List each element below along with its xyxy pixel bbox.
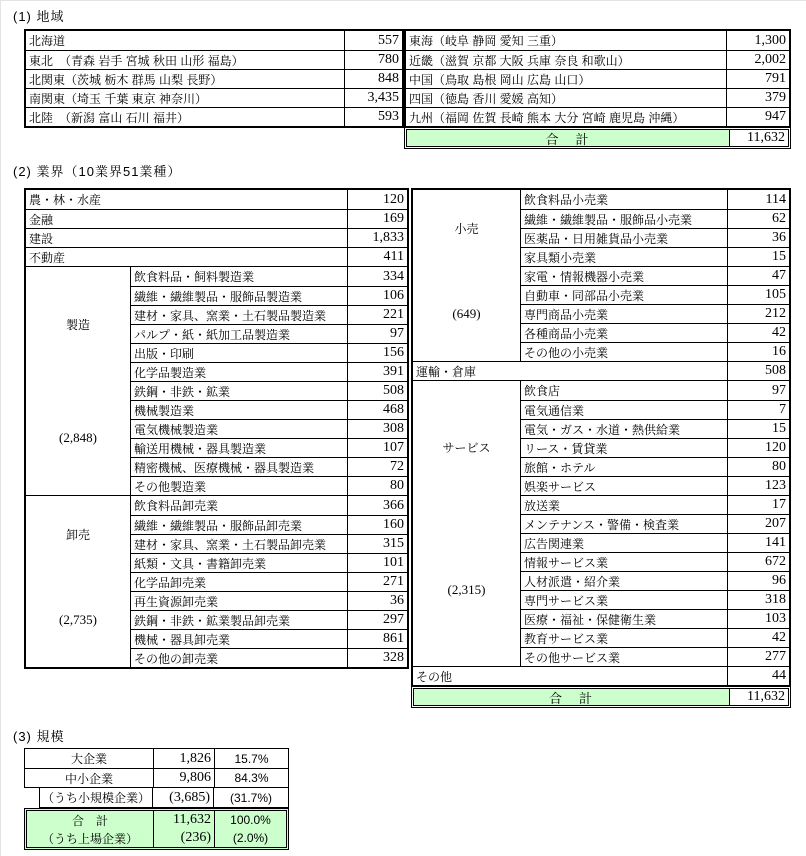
industry-sub-row bbox=[521, 228, 789, 247]
region-total-value: 11,632 bbox=[729, 130, 788, 146]
industry-sub-row bbox=[521, 571, 789, 590]
group-count: (649) bbox=[452, 305, 481, 321]
industry-sub-row bbox=[521, 400, 789, 419]
region-name-cell: 南関東（埼玉 千葉 東京 神奈川） bbox=[29, 91, 208, 106]
industry-count-cell: 80 bbox=[727, 458, 789, 476]
scale-total-value-cell bbox=[153, 811, 214, 847]
industry-name-cell: 建設 bbox=[29, 231, 54, 246]
listed-percent: (2.0%) bbox=[232, 831, 269, 845]
industry-sub-row bbox=[521, 247, 789, 266]
region-count-cell: 3,435 bbox=[344, 89, 402, 107]
industry-sub-row bbox=[131, 476, 407, 495]
industry-row bbox=[26, 209, 407, 228]
industry-name-cell: 鉄鋼・非鉄・鉱業製品卸売業 bbox=[134, 613, 291, 628]
region-count-cell: 2,002 bbox=[726, 51, 789, 69]
industry-group-manufacturing bbox=[26, 266, 407, 495]
total-value: 11,632 bbox=[173, 812, 211, 827]
region-name-cell: 東海（岐阜 静岡 愛知 三重） bbox=[409, 34, 564, 48]
industry-sub-row bbox=[521, 533, 789, 552]
industry-name-cell: 再生資源卸売業 bbox=[134, 594, 219, 609]
scale-total-label-cell bbox=[27, 811, 153, 847]
industry-name-cell: 自動車・同部品小売業 bbox=[524, 288, 645, 303]
industry-sub-row bbox=[131, 534, 407, 553]
industry-name-cell: 飲食料品・飼料製造業 bbox=[134, 270, 255, 284]
industry-name-cell: 専門商品小売業 bbox=[524, 307, 609, 322]
industry-name-cell: 家電・情報機器小売業 bbox=[524, 269, 645, 284]
group-name: サービス bbox=[442, 441, 491, 455]
group-count: (2,315) bbox=[447, 582, 486, 597]
group-header-cell bbox=[413, 381, 521, 666]
industry-name-cell: 電気・ガス・水道・熱供給業 bbox=[524, 422, 681, 437]
industry-count-cell: 508 bbox=[727, 362, 789, 380]
region-name-cell: 近畿（滋賀 京都 大阪 兵庫 奈良 和歌山） bbox=[409, 53, 630, 68]
industry-name-cell: 電気機械製造業 bbox=[134, 422, 219, 437]
industry-count-cell: 105 bbox=[727, 286, 789, 304]
region-count-cell: 379 bbox=[726, 89, 789, 107]
industry-sub-row bbox=[131, 648, 407, 667]
industry-count-cell: 7 bbox=[727, 401, 789, 419]
industry-sub-row bbox=[131, 515, 407, 534]
region-row bbox=[26, 107, 402, 126]
industry-count-cell: 42 bbox=[727, 629, 789, 647]
industry-name-cell: 建材・家具、窯業・土石製品製造業 bbox=[134, 308, 327, 323]
industry-sub-row bbox=[131, 438, 407, 457]
industry-name-cell: 機械・器具卸売業 bbox=[134, 632, 231, 647]
industry-sub-row bbox=[521, 190, 789, 209]
industry-row bbox=[26, 228, 407, 247]
industry-sub-row bbox=[131, 629, 407, 648]
region-count-cell: 947 bbox=[726, 108, 789, 126]
industry-name-cell: 各種商品小売業 bbox=[524, 326, 609, 341]
region-name-cell: 四国（徳島 香川 愛媛 高知） bbox=[409, 91, 564, 106]
industry-count-cell: 36 bbox=[727, 229, 789, 247]
region-row bbox=[26, 50, 402, 69]
listed-label: （うち上場企業） bbox=[41, 831, 138, 846]
industry-count-cell: 62 bbox=[727, 210, 789, 228]
region-table-right bbox=[404, 29, 791, 149]
industry-table-left bbox=[24, 188, 409, 669]
industry-count-cell: 411 bbox=[347, 248, 407, 266]
total-percent: 100.0% bbox=[230, 813, 271, 827]
industry-simple-rows bbox=[26, 190, 407, 266]
industry-count-cell: 297 bbox=[347, 611, 407, 629]
region-row bbox=[406, 69, 789, 88]
industry-sub-row bbox=[521, 495, 789, 514]
industry-count-cell: 106 bbox=[347, 287, 407, 305]
scale-table bbox=[24, 748, 289, 850]
industry-count-cell: 141 bbox=[727, 534, 789, 552]
industry-name-cell: 繊維・繊維製品・服飾品卸売業 bbox=[134, 518, 303, 533]
industry-name-cell: 繊維・繊維製品・服飾品製造業 bbox=[134, 289, 303, 304]
region-name-cell: 北陸 （新潟 富山 石川 福井） bbox=[29, 110, 190, 125]
industry-count-cell: 468 bbox=[347, 401, 407, 419]
region-name-cell: 北海道 bbox=[29, 34, 66, 48]
industry-sub-row bbox=[131, 324, 407, 343]
industry-sub-row bbox=[521, 647, 789, 666]
region-count-cell: 593 bbox=[344, 108, 402, 126]
industry-name-cell: 精密機械、医療機械・器具製造業 bbox=[134, 460, 315, 475]
industry-count-cell: 103 bbox=[727, 610, 789, 628]
industry-sub-row bbox=[521, 552, 789, 571]
industry-count-cell: 328 bbox=[347, 649, 407, 667]
group-count: (2,735) bbox=[59, 611, 97, 627]
region-table-left bbox=[24, 29, 404, 128]
scale-main-rows bbox=[24, 748, 289, 788]
industry-sub-row bbox=[521, 266, 789, 285]
industry-name-cell: その他の卸売業 bbox=[134, 651, 219, 666]
industry-sub-row bbox=[131, 305, 407, 324]
industry-sub-row bbox=[521, 514, 789, 533]
industry-name-cell: 運輸・倉庫 bbox=[416, 364, 477, 379]
industry-total-label: 合 計 bbox=[414, 689, 729, 705]
scale-label-cell: （うち小規模企業） bbox=[41, 791, 150, 805]
industry-name-cell: 出版・印刷 bbox=[134, 346, 195, 361]
scale-value-cell: 1,826 bbox=[153, 749, 214, 768]
industry-count-cell: 271 bbox=[347, 573, 407, 591]
industry-table-right bbox=[411, 188, 791, 708]
section-scale-title: (3) 規模 bbox=[13, 729, 65, 744]
group-count: (2,848) bbox=[59, 430, 97, 445]
scale-total-row bbox=[24, 808, 289, 850]
industry-sub-row bbox=[131, 610, 407, 629]
industry-count-cell: 315 bbox=[347, 535, 407, 553]
group-name: 小売 bbox=[454, 221, 479, 236]
industry-name-cell: 旅館・ホテル bbox=[524, 460, 596, 475]
region-name-cell: 北関東（茨城 栃木 群馬 山梨 長野） bbox=[29, 72, 223, 87]
industry-name-cell: 化学品製造業 bbox=[134, 365, 207, 380]
group-header-cell bbox=[26, 496, 131, 667]
industry-name-cell: 機械製造業 bbox=[134, 403, 195, 418]
industry-name-cell: その他 bbox=[416, 669, 453, 684]
industry-name-cell: 教育サービス業 bbox=[524, 631, 609, 646]
scale-value-cell: (3,685) bbox=[152, 788, 213, 807]
industry-count-cell: 96 bbox=[727, 572, 789, 590]
scale-label-cell: 大企業 bbox=[70, 752, 107, 766]
industry-count-cell: 207 bbox=[727, 515, 789, 533]
industry-count-cell: 156 bbox=[347, 344, 407, 362]
region-count-cell: 848 bbox=[344, 70, 402, 88]
industry-name-cell: 不動産 bbox=[29, 250, 66, 265]
scale-percent-cell: (31.7%) bbox=[213, 788, 288, 807]
scale-row-large bbox=[25, 749, 288, 768]
scale-row-sme bbox=[25, 768, 288, 787]
industry-sub-row bbox=[131, 381, 407, 400]
industry-name-cell: 鉄鋼・非鉄・鉱業 bbox=[134, 384, 231, 399]
industry-name-cell: その他製造業 bbox=[134, 479, 207, 494]
region-count-cell: 780 bbox=[344, 51, 402, 69]
industry-sub-row bbox=[521, 457, 789, 476]
industry-name-cell: 電気通信業 bbox=[524, 403, 585, 418]
industry-sub-row bbox=[131, 496, 407, 515]
industry-count-cell: 334 bbox=[347, 267, 407, 286]
industry-sub-row bbox=[521, 609, 789, 628]
industry-count-cell: 36 bbox=[347, 592, 407, 610]
scale-label-cell: 中小企業 bbox=[64, 771, 113, 786]
industry-count-cell: 15 bbox=[727, 420, 789, 438]
industry-name-cell: パルプ・紙・紙加工品製造業 bbox=[134, 327, 291, 342]
listed-value: (236) bbox=[180, 830, 211, 845]
industry-sub-row bbox=[131, 343, 407, 362]
industry-sub-row bbox=[521, 419, 789, 438]
industry-name-cell: 建材・家具、窯業・土石製品卸売業 bbox=[134, 537, 327, 552]
industry-count-cell: 101 bbox=[347, 554, 407, 572]
industry-count-cell: 97 bbox=[727, 381, 789, 400]
industry-sub-row bbox=[521, 628, 789, 647]
industry-count-cell: 169 bbox=[347, 210, 407, 228]
industry-sub-row bbox=[131, 419, 407, 438]
industry-count-cell: 123 bbox=[727, 477, 789, 495]
industry-name-cell: 飲食料品小売業 bbox=[524, 193, 609, 207]
industry-count-cell: 120 bbox=[727, 439, 789, 457]
industry-sub-row bbox=[131, 457, 407, 476]
industry-sub-row bbox=[521, 209, 789, 228]
industry-sub-row bbox=[521, 304, 789, 323]
industry-sub-row bbox=[131, 286, 407, 305]
region-count-cell: 1,300 bbox=[726, 31, 789, 50]
scale-total-percent-cell bbox=[214, 811, 286, 847]
industry-name-cell: リース・賃貸業 bbox=[524, 441, 608, 456]
industry-count-cell: 17 bbox=[727, 496, 789, 514]
industry-count-cell: 672 bbox=[727, 553, 789, 571]
scale-percent-cell: 84.3% bbox=[214, 769, 288, 787]
industry-sub-row bbox=[131, 553, 407, 572]
industry-group-service bbox=[413, 380, 789, 666]
region-row bbox=[26, 31, 402, 50]
region-row bbox=[406, 88, 789, 107]
industry-count-cell: 42 bbox=[727, 324, 789, 342]
industry-sub-row bbox=[521, 438, 789, 457]
industry-sub-row bbox=[521, 590, 789, 609]
industry-name-cell: 人材派遣・紹介業 bbox=[524, 574, 621, 589]
group-header-cell bbox=[413, 190, 521, 361]
industry-total-row bbox=[411, 686, 791, 708]
group-header-cell bbox=[26, 267, 131, 495]
industry-total-value: 11,632 bbox=[729, 689, 788, 705]
industry-sub-row bbox=[131, 267, 407, 286]
region-row bbox=[26, 69, 402, 88]
industry-count-cell: 47 bbox=[727, 267, 789, 285]
scale-value-cell: 9,806 bbox=[153, 769, 214, 787]
industry-row-transport bbox=[413, 361, 789, 380]
region-name-cell: 中国（鳥取 島根 岡山 広島 山口） bbox=[409, 72, 591, 87]
industry-name-cell: 放送業 bbox=[524, 498, 561, 513]
industry-count-cell: 212 bbox=[727, 305, 789, 323]
industry-sub-row bbox=[521, 342, 789, 361]
industry-count-cell: 391 bbox=[347, 363, 407, 381]
industry-count-cell: 277 bbox=[727, 648, 789, 666]
industry-group-retail bbox=[413, 190, 789, 361]
industry-sub-row bbox=[521, 476, 789, 495]
industry-count-cell: 114 bbox=[727, 190, 789, 209]
industry-count-cell: 15 bbox=[727, 248, 789, 266]
scale-percent-cell: 15.7% bbox=[214, 749, 288, 768]
region-row bbox=[26, 88, 402, 107]
industry-name-cell: 専門サービス業 bbox=[524, 593, 609, 608]
total-label: 合 計 bbox=[71, 813, 108, 828]
industry-name-cell: 飲食店 bbox=[524, 384, 561, 398]
region-count-cell: 791 bbox=[726, 70, 789, 88]
region-row bbox=[406, 31, 789, 50]
industry-count-cell: 107 bbox=[347, 439, 407, 457]
industry-name-cell: 紙類・文具・書籍卸売業 bbox=[134, 556, 267, 571]
industry-sub-row bbox=[521, 381, 789, 400]
indent-spacer bbox=[24, 788, 39, 808]
industry-name-cell: メンテナンス・警備・検査業 bbox=[524, 517, 680, 532]
industry-name-cell: 化学品卸売業 bbox=[134, 575, 207, 590]
region-row bbox=[406, 107, 789, 126]
industry-name-cell: その他の小売業 bbox=[524, 345, 609, 360]
industry-row bbox=[26, 190, 407, 209]
industry-count-cell: 318 bbox=[727, 591, 789, 609]
industry-count-cell: 16 bbox=[727, 343, 789, 361]
industry-name-cell: 繊維・繊維製品・服飾品小売業 bbox=[524, 212, 693, 227]
industry-sub-row bbox=[521, 323, 789, 342]
industry-row bbox=[26, 247, 407, 266]
industry-name-cell: 医薬品・日用雑貨品小売業 bbox=[524, 231, 669, 246]
industry-count-cell: 80 bbox=[347, 477, 407, 495]
scale-row-small bbox=[24, 788, 289, 808]
industry-name-cell: 医療・福祉・保健衛生業 bbox=[524, 612, 657, 627]
region-name-cell: 東北 （青森 岩手 宮城 秋田 山形 福島） bbox=[29, 53, 244, 68]
industry-name-cell: 農・林・水産 bbox=[29, 193, 102, 207]
industry-count-cell: 1,833 bbox=[347, 229, 407, 247]
industry-sub-row bbox=[131, 362, 407, 381]
industry-sub-row bbox=[131, 400, 407, 419]
industry-count-cell: 221 bbox=[347, 306, 407, 324]
industry-row-other bbox=[413, 666, 789, 685]
industry-count-cell: 308 bbox=[347, 420, 407, 438]
group-name: 卸売 bbox=[65, 527, 90, 542]
industry-count-cell: 44 bbox=[727, 667, 789, 685]
region-total-label: 合 計 bbox=[407, 130, 729, 146]
industry-count-cell: 120 bbox=[347, 190, 407, 209]
industry-count-cell: 160 bbox=[347, 516, 407, 534]
industry-name-cell: 金融 bbox=[29, 212, 54, 227]
industry-count-cell: 508 bbox=[347, 382, 407, 400]
region-total-row bbox=[404, 127, 791, 149]
industry-count-cell: 366 bbox=[347, 496, 407, 515]
region-name-cell: 九州（福岡 佐賀 長崎 熊本 大分 宮崎 鹿児島 沖縄） bbox=[409, 110, 685, 125]
industry-name-cell: 情報サービス業 bbox=[524, 555, 609, 570]
industry-name-cell: その他サービス業 bbox=[524, 650, 621, 665]
section-industry-title: (2) 業界（10業界51業種） bbox=[13, 164, 182, 179]
industry-sub-row bbox=[131, 591, 407, 610]
industry-count-cell: 861 bbox=[347, 630, 407, 648]
industry-sub-row bbox=[521, 285, 789, 304]
section-region-title: (1) 地域 bbox=[13, 9, 65, 24]
industry-name-cell: 輸送用機械・器具製造業 bbox=[134, 441, 267, 456]
group-name: 製造 bbox=[65, 317, 90, 332]
industry-name-cell: 広告関連業 bbox=[524, 536, 585, 551]
industry-name-cell: 娯楽サービス bbox=[524, 479, 597, 494]
industry-name-cell: 家具類小売業 bbox=[524, 250, 597, 265]
industry-name-cell: 飲食料品卸売業 bbox=[134, 499, 219, 513]
region-row bbox=[406, 50, 789, 69]
industry-group-wholesale bbox=[26, 495, 407, 667]
industry-count-cell: 97 bbox=[347, 325, 407, 343]
industry-sub-row bbox=[131, 572, 407, 591]
industry-count-cell: 72 bbox=[347, 458, 407, 476]
region-count-cell: 557 bbox=[344, 31, 402, 50]
